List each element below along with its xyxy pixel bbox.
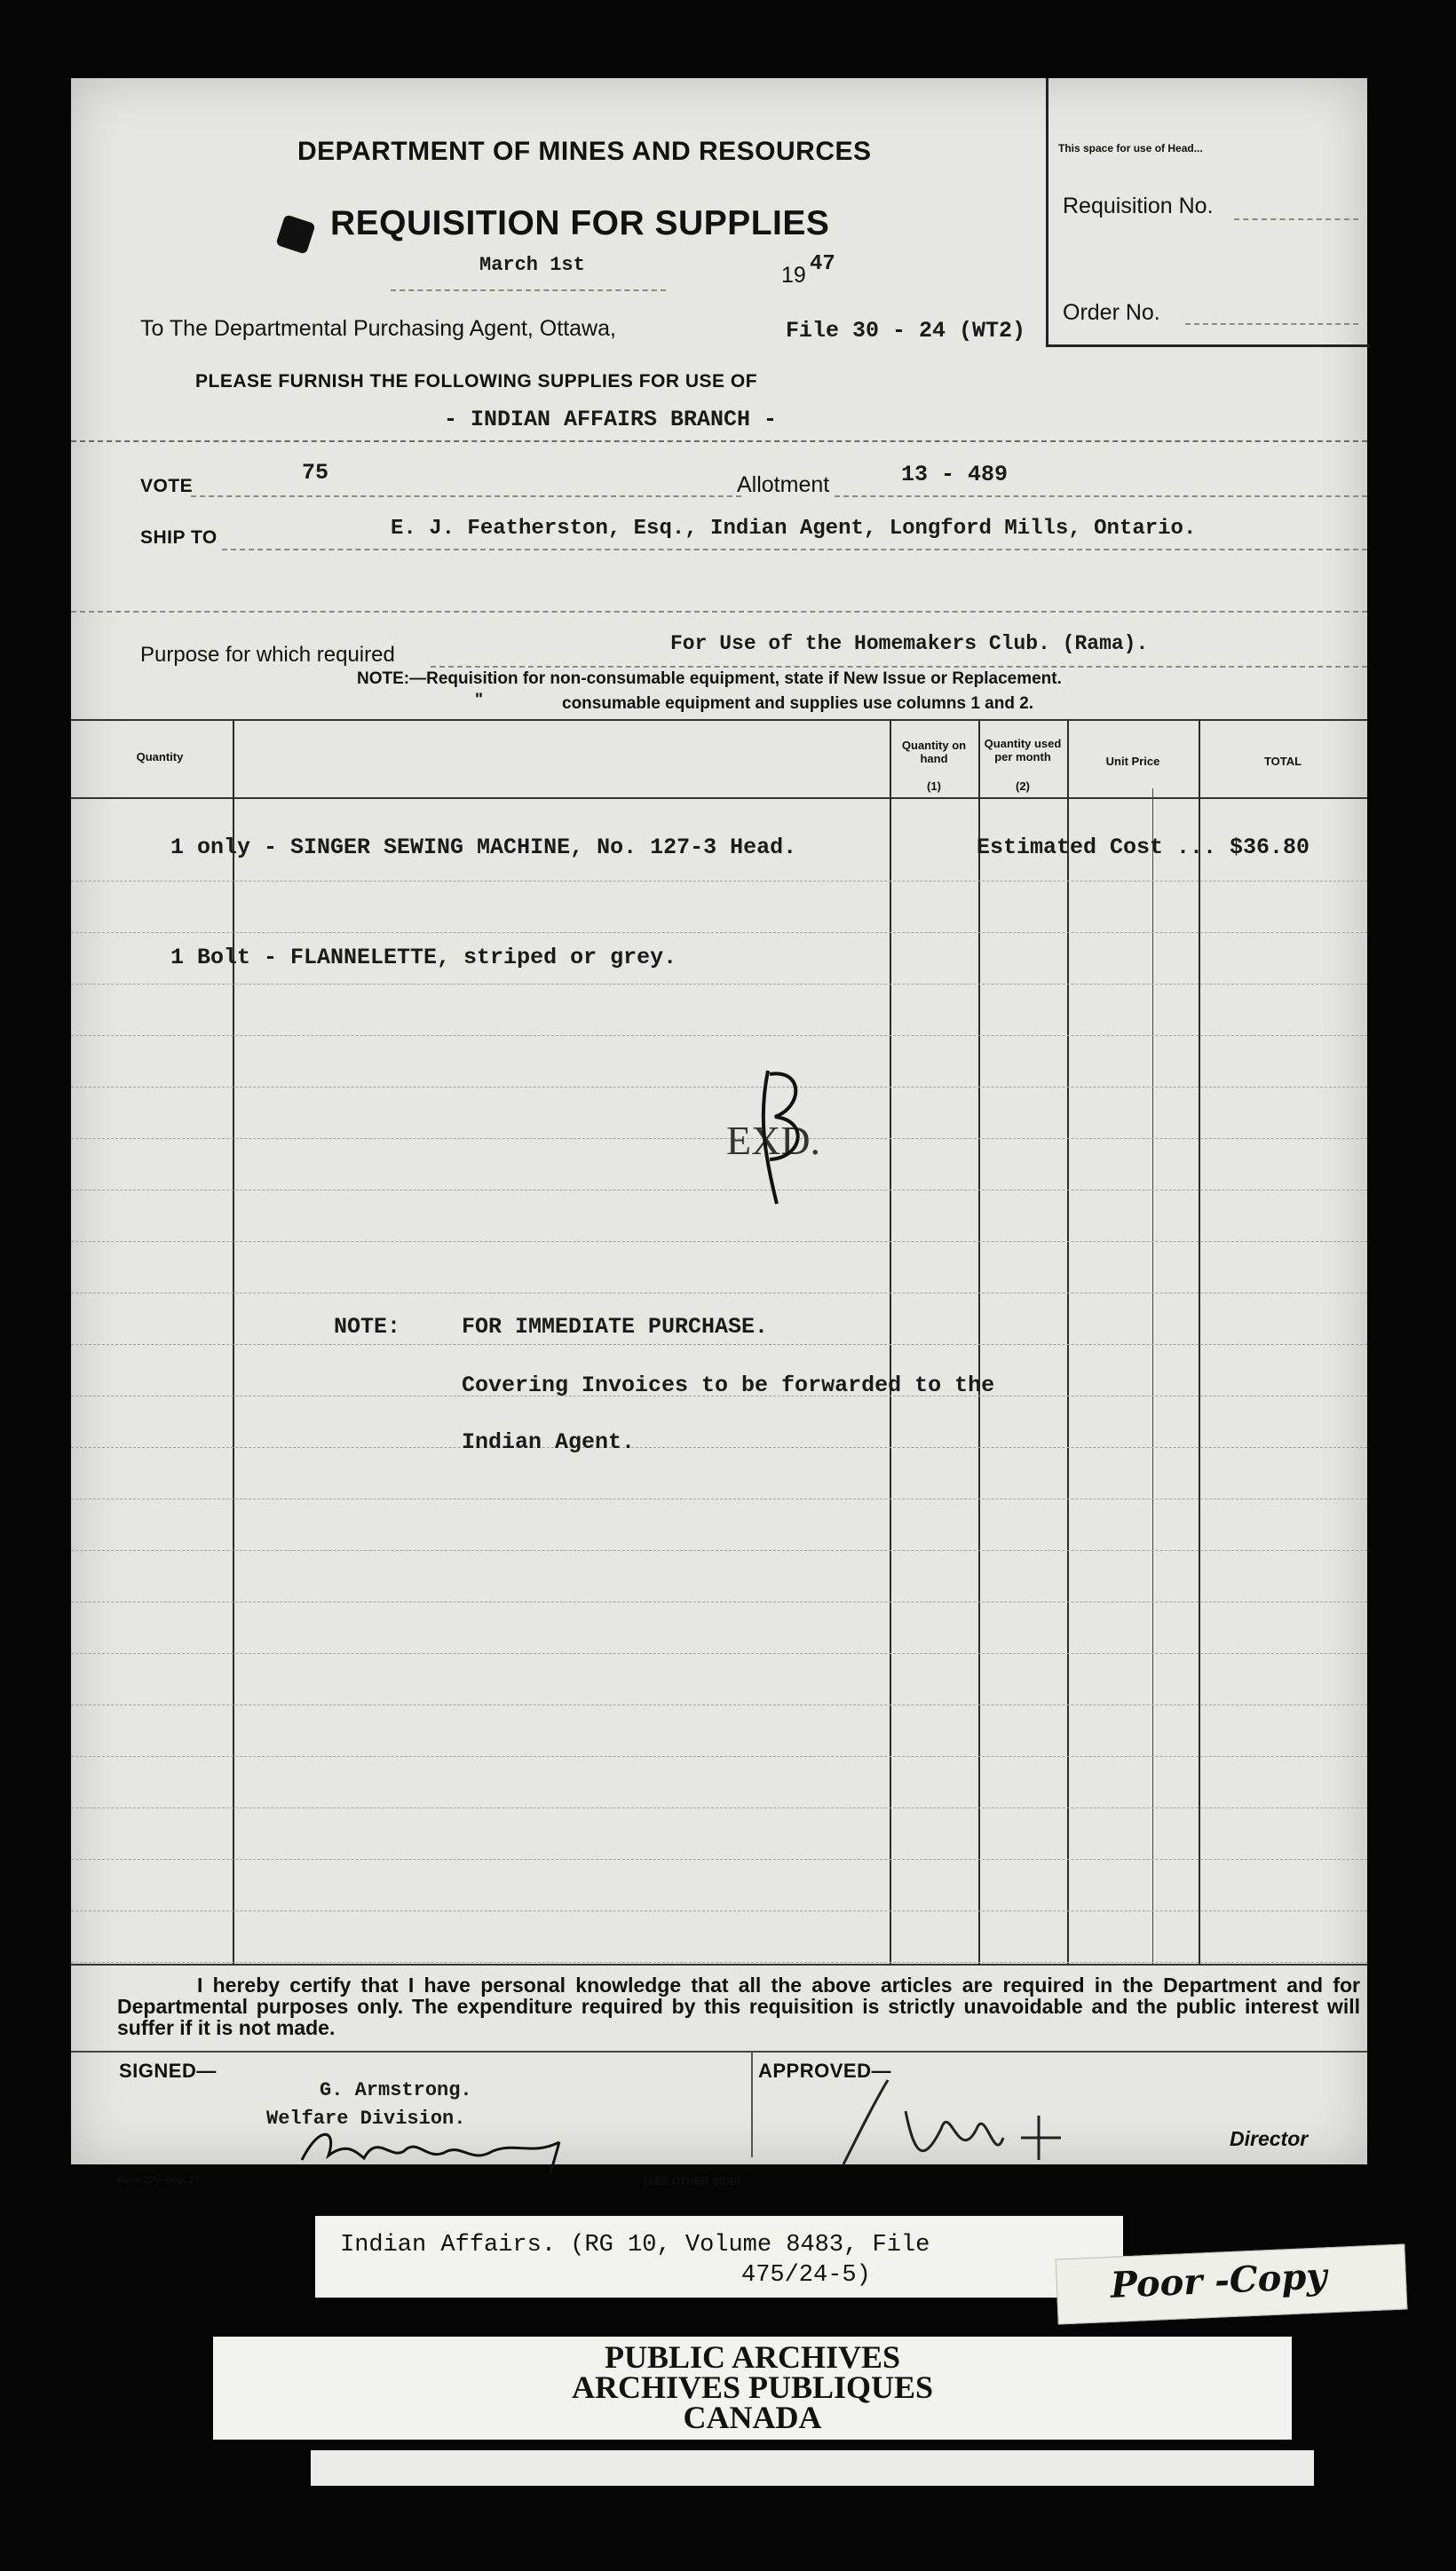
table-rule (71, 1550, 1367, 1551)
reference-line-1: Indian Affairs. (RG 10, Volume 8483, File (340, 2232, 930, 2259)
to-line: To The Departmental Purchasing Agent, Ottawa, (140, 316, 616, 341)
ship-to-value: E. J. Featherston, Esq., Indian Agent, Longford Mills, Ontario. (391, 517, 1197, 541)
note-line-2-mark: " (475, 691, 484, 709)
purpose-line (431, 666, 1367, 668)
note-item-2: Covering Invoices to be forwarded to the (462, 1373, 995, 1398)
col-divider-unit (1067, 719, 1069, 1964)
col-header-used-num: (2) (1016, 779, 1030, 793)
purpose-label: Purpose for which required (140, 643, 395, 667)
vote-line (191, 495, 741, 497)
ship-to-line (222, 549, 1367, 550)
form-title: REQUISITION FOR SUPPLIES (330, 204, 830, 242)
signer-name: G. Armstrong. (320, 2079, 472, 2101)
purpose-value: For Use of the Homemakers Club. (Rama). (670, 632, 1149, 655)
exd-stamp: EXD. (726, 1118, 821, 1163)
item-row-2: 1 Bolt - FLANNELETTE, striped or grey. (170, 945, 677, 970)
table-rule (71, 1241, 1367, 1242)
table-rule (71, 1138, 1367, 1139)
archive-country: CANADA (683, 2400, 822, 2435)
ship-to-label: SHIP TO (140, 527, 218, 548)
approved-label: APPROVED— (758, 2060, 891, 2082)
table-top-border (71, 719, 1367, 721)
col-header-on-hand-num: (1) (927, 779, 941, 793)
item-row-1-estimate: Estimated Cost ... $36.80 (977, 835, 1310, 860)
requisition-document (71, 78, 1367, 2187)
form-number: Form 27—Req. 27 (117, 2175, 200, 2186)
table-rule (71, 984, 1367, 985)
table-rule (71, 1447, 1367, 1448)
col-divider-used (978, 719, 980, 1964)
col-divider-desc (233, 719, 234, 1964)
archive-name-en: PUBLIC ARCHIVES (604, 2339, 901, 2375)
table-bottom-border (71, 1964, 1367, 1966)
table-rule (71, 1653, 1367, 1654)
col-divider-cents (1152, 788, 1153, 1964)
branch-name: - INDIAN AFFAIRS BRANCH - (444, 407, 778, 432)
archive-reference-slip (315, 2216, 1123, 2298)
certification-text: I hereby certify that I have personal knowledge that all the above articles are required in the Department and for Departmental purposes only. The expenditure required by this requisition is strictly unavoidable and the public interest will suffer if it is not made. (117, 1974, 1360, 2039)
furnish-line: PLEASE FURNISH THE FOLLOWING SUPPLIES FOR USE OF (195, 371, 758, 392)
approved-divider (751, 2051, 753, 2157)
note-line-1: NOTE:—Requisition for non-consumable equipment, state if New Issue or Replacement. (357, 669, 1062, 688)
signature-armstrong (293, 2124, 613, 2178)
archive-strip (311, 2450, 1314, 2486)
table-rule (71, 881, 1367, 882)
col-header-unit-price: Unit Price (1105, 755, 1160, 768)
table-header-border (71, 797, 1367, 799)
file-number: File 30 - 24 (WT2) (786, 318, 1026, 344)
separator-top (71, 440, 1367, 442)
signature-approval (826, 2076, 1163, 2182)
table-rule (71, 1035, 1367, 1036)
note-line-2: consumable equipment and supplies use columns 1 and 2. (562, 694, 1034, 713)
requisition-no-label: Requisition No. (1063, 194, 1214, 218)
table-rule (71, 1756, 1367, 1757)
archive-name-fr: ARCHIVES PUBLIQUES (571, 2369, 934, 2405)
department-heading: DEPARTMENT OF MINES AND RESOURCES (297, 137, 872, 166)
archive-stamp (213, 2337, 1292, 2440)
col-header-total: TOTAL (1263, 755, 1302, 768)
year-suffix: 47 (810, 252, 835, 276)
signer-division: Welfare Division. (266, 2108, 466, 2130)
reference-line-2: 475/24-5) (741, 2262, 871, 2289)
order-no-label: Order No. (1063, 300, 1160, 325)
allotment-value: 13 - 489 (901, 462, 1009, 487)
separator-mid (71, 611, 1367, 613)
table-rule (71, 1087, 1367, 1088)
col-header-on-hand: Quantity on hand (901, 739, 967, 765)
signed-label: SIGNED— (119, 2060, 217, 2082)
date-value: March 1st (479, 254, 585, 276)
note-item-3: Indian Agent. (462, 1429, 636, 1455)
poor-copy-text: Poor -Copy (1109, 2255, 1328, 2306)
vote-label: VOTE (140, 476, 194, 496)
table-rule (71, 1910, 1367, 1911)
initials-scribble (750, 1062, 812, 1213)
director-label: Director (1230, 2127, 1309, 2150)
table-rule (71, 1344, 1367, 1345)
vote-value: 75 (302, 460, 329, 486)
note-item-1: FOR IMMEDIATE PURCHASE. (462, 1314, 769, 1340)
punch-hole-mark (275, 214, 315, 254)
table-rule (71, 1190, 1367, 1191)
see-other-side: (SEE OTHER SIDE) (644, 2175, 740, 2187)
allotment-label: Allotment (737, 472, 830, 497)
year-prefix: 19 (781, 263, 806, 288)
col-header-used: Quantity used per month (984, 737, 1062, 763)
table-rule (71, 932, 1367, 933)
poor-copy-label (1056, 2243, 1408, 2324)
order-no-line (1185, 323, 1358, 325)
table-rule (71, 1859, 1367, 1860)
table-rule (71, 1962, 1367, 1963)
col-divider-total (1199, 719, 1200, 1964)
col-header-quantity: Quantity (136, 750, 184, 763)
office-use-header: This space for use of Head... (1058, 142, 1203, 154)
date-line (391, 289, 666, 291)
footer-separator (71, 2051, 1367, 2053)
requisition-no-line (1234, 218, 1358, 220)
note-label: NOTE: (334, 1314, 401, 1340)
allotment-line (835, 495, 1367, 497)
col-divider-onhand (890, 719, 891, 1964)
item-row-1: 1 only - SINGER SEWING MACHINE, No. 127-3 Head. (170, 835, 797, 860)
